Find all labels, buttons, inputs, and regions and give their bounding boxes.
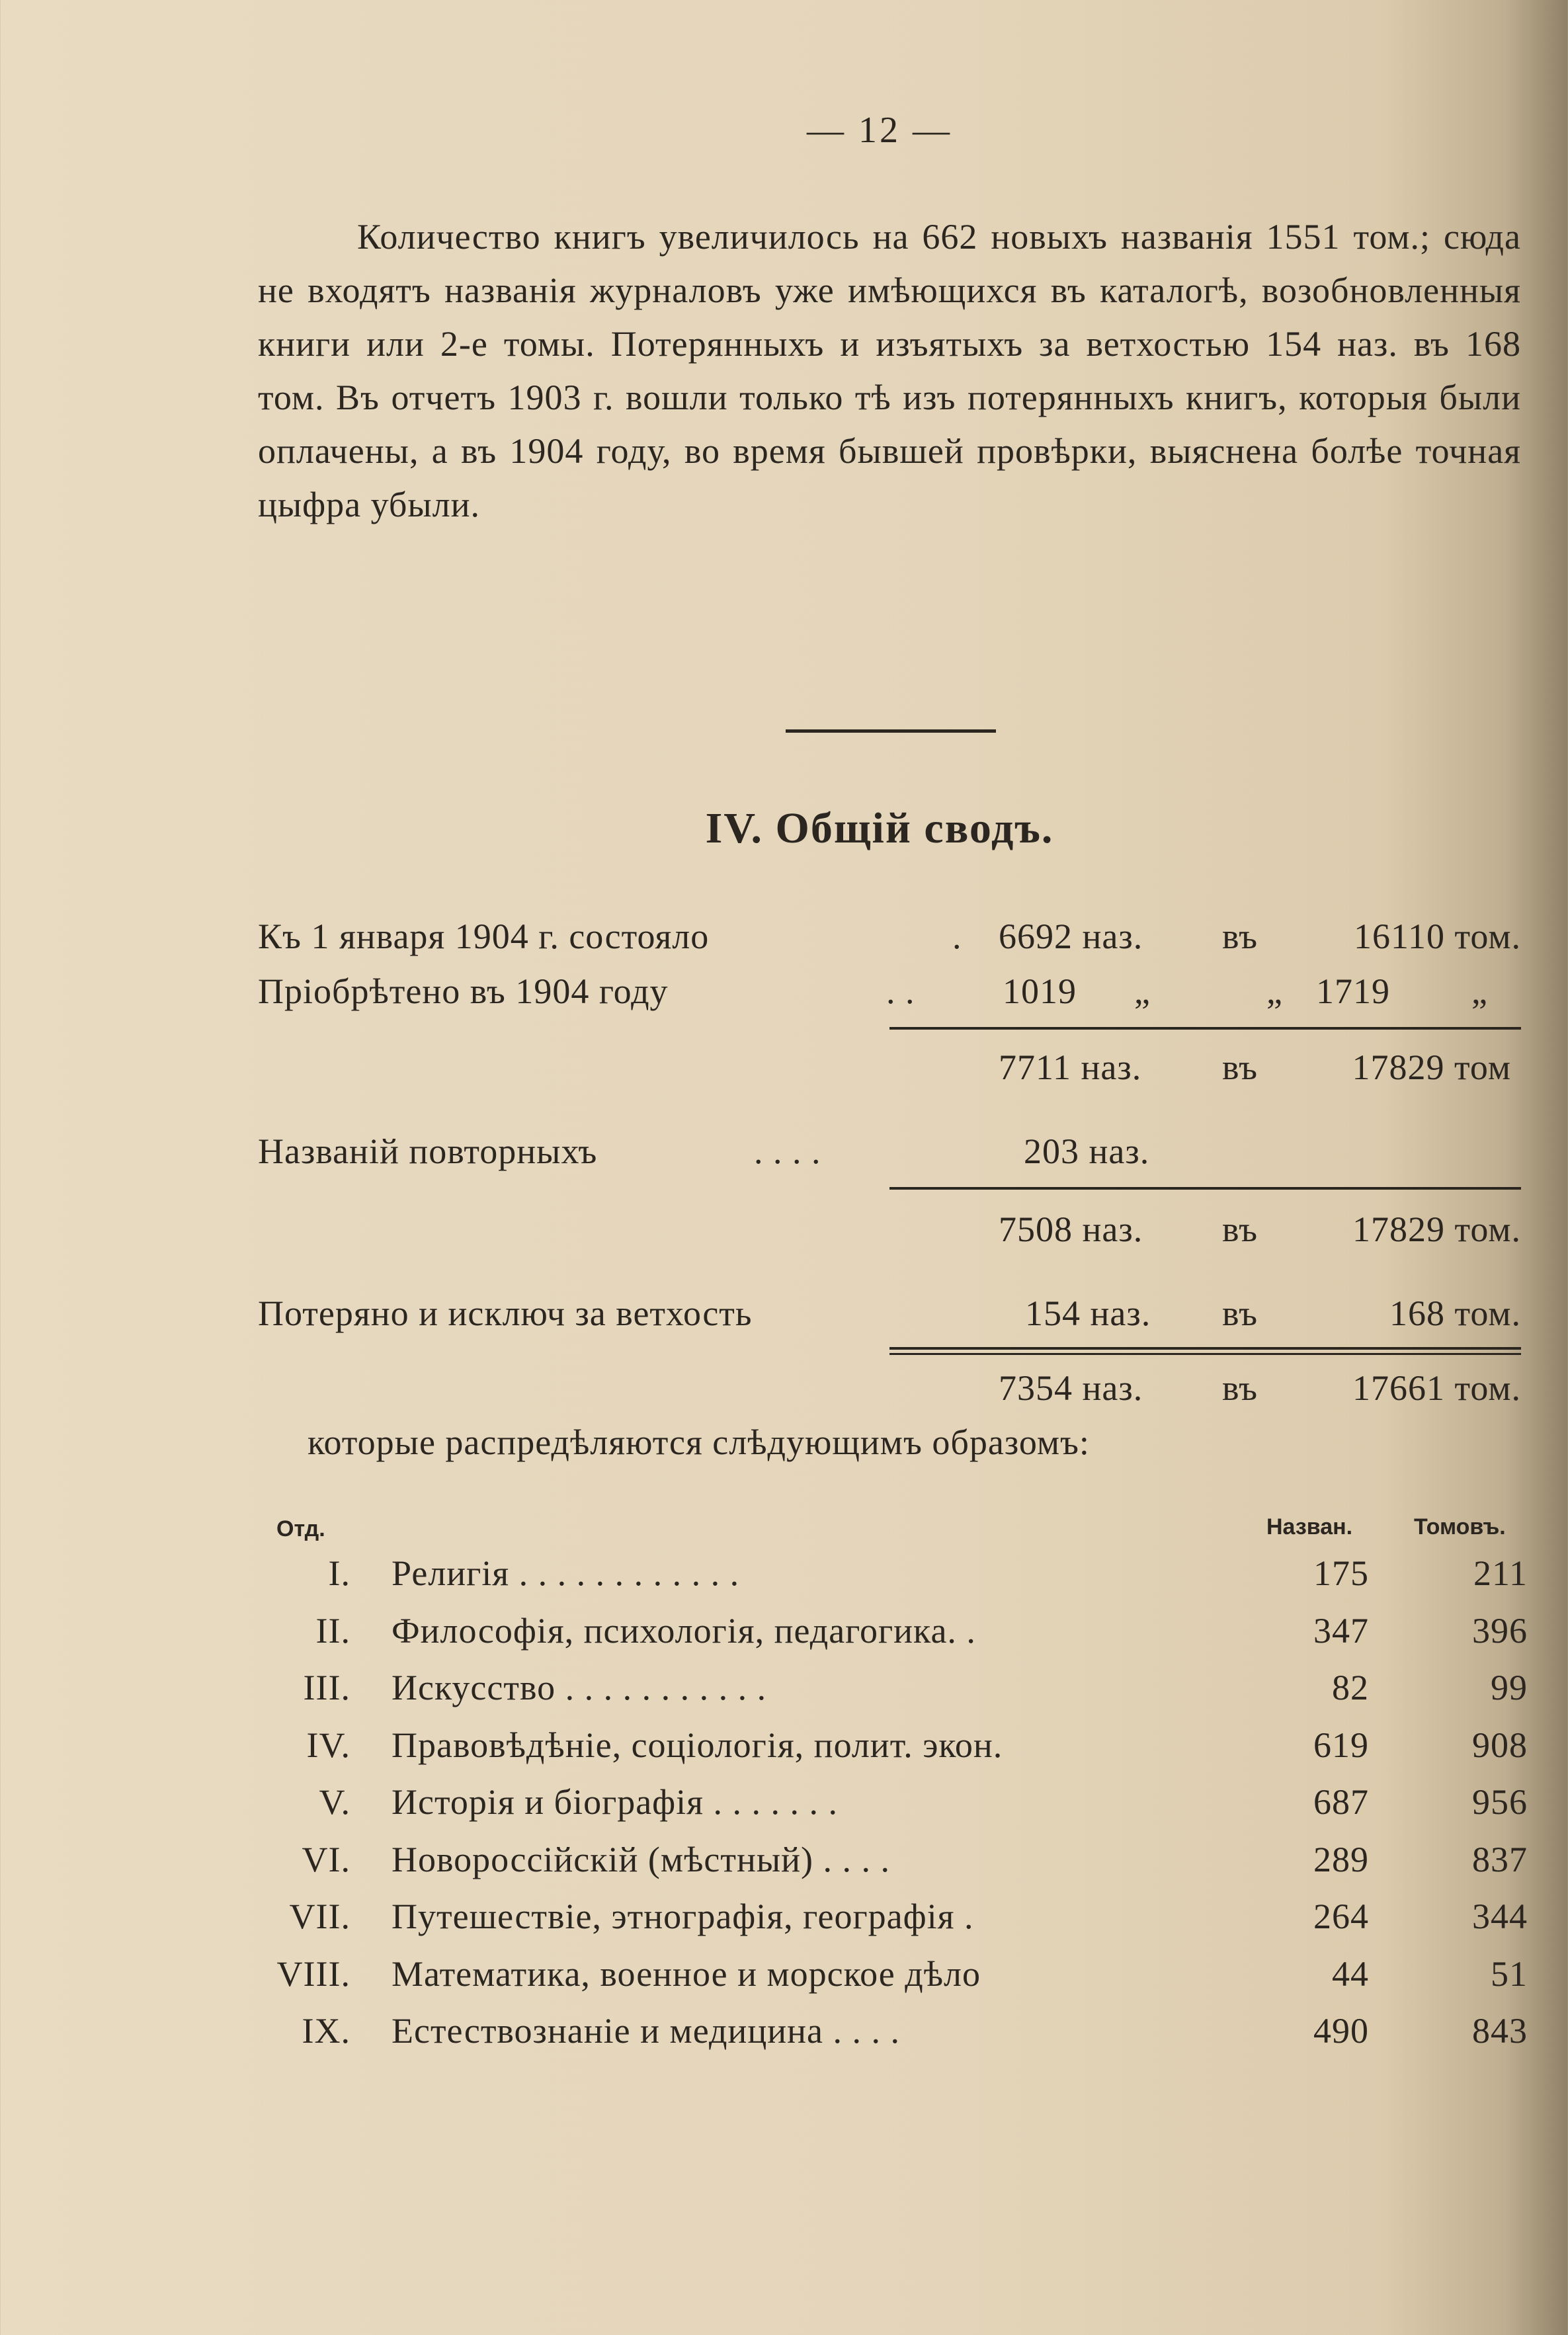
page-number: — 12 — (807, 110, 952, 151)
summary-total-3-names: 7354 наз. (999, 1368, 1143, 1408)
table-row (0, 1667, 1568, 1724)
volumes-count: 99 (1491, 1668, 1528, 1707)
summary-total-2-vols: 17829 том. (1352, 1209, 1521, 1249)
volumes-count: 843 (1472, 2011, 1528, 2051)
summary-row-1-prep: въ (1222, 917, 1259, 956)
summary-row-3-label: Названій повторныхъ (258, 1131, 598, 1171)
dept-number: II. (315, 1610, 351, 1651)
summary-row-2-names: 1019 (1003, 971, 1077, 1011)
summary-rule-2 (889, 1187, 1521, 1190)
names-count: 264 (1313, 1897, 1369, 1936)
table-row (0, 1725, 1568, 1782)
volumes-count: 837 (1472, 1839, 1528, 1879)
names-count: 44 (1332, 1953, 1369, 1994)
summary-row-1-vols: 16110 том. (1353, 917, 1521, 956)
paragraph-text: Количество книгъ увеличилось на 662 новыхъ названія 1551 том.; сюда не входятъ названія журналовъ уже имѣющихся въ каталогѣ, возобновленныя книги или 2-е томы. Потерянныхъ и изъятыхъ за ветхостью 154 наз. въ 168 том. Въ отчетъ 1903 г. вошли только тѣ изъ потерянныхъ книгъ, которыя были оплачены, а въ 1904 году, во время бывшей провѣрки, выяснена болѣе точная цыфра убыли. (258, 217, 1521, 524)
volumes-count: 211 (1473, 1553, 1528, 1593)
column-header-volumes: Томовъ. (1414, 1514, 1506, 1539)
subject: Религія . . . . . . . . . . . . (392, 1553, 740, 1593)
names-count: 347 (1313, 1610, 1369, 1651)
column-header-dept: Отд. (276, 1516, 325, 1541)
table-row (0, 1610, 1568, 1667)
summary-row-2-ditto-3: „ (1471, 971, 1488, 1011)
subject: Искусство . . . . . . . . . . . (392, 1668, 767, 1707)
summary-row-2-ditto-2: „ (1266, 971, 1283, 1011)
names-count: 619 (1313, 1725, 1369, 1765)
summary-total-3-prep: въ (1222, 1368, 1259, 1408)
summary-row-2-label: Пріобрѣтено въ 1904 году (258, 971, 669, 1011)
table-row (0, 1782, 1568, 1838)
subject: Естествознаніе и медицина . . . . (392, 2011, 900, 2051)
volumes-count: 956 (1472, 1782, 1528, 1822)
summary-total-2-names: 7508 наз. (999, 1209, 1143, 1249)
column-header-names: Назван. (1266, 1514, 1353, 1539)
summary-total-1-prep: въ (1222, 1047, 1259, 1087)
dept-number: IX. (302, 2011, 351, 2051)
table-row (0, 2010, 1568, 2067)
section-title: IV. Общій сводъ. (705, 804, 1054, 852)
summary-row-1-names: 6692 наз. (999, 917, 1143, 956)
names-count: 82 (1332, 1668, 1369, 1707)
summary-rule-1 (889, 1027, 1521, 1030)
names-count: 289 (1313, 1839, 1369, 1879)
dept-number: I. (328, 1553, 351, 1593)
volumes-count: 908 (1472, 1725, 1528, 1765)
volumes-count: 344 (1472, 1897, 1528, 1936)
subject: Исторія и біографія . . . . . . . (392, 1782, 839, 1822)
subject: Правовѣдѣніе, соціологія, полит. экон. (392, 1725, 1003, 1765)
dept-number: VI. (302, 1839, 351, 1879)
summary-row-3-names: 203 наз. (1024, 1131, 1150, 1171)
table-row (0, 1839, 1568, 1896)
summary-row-4-vols: 168 том. (1389, 1293, 1521, 1333)
table-row (0, 1553, 1568, 1610)
names-count: 175 (1313, 1553, 1369, 1593)
summary-row-4-prep: въ (1222, 1293, 1259, 1333)
summary-row-4-label: Потеряно и исключ за ветхость (258, 1293, 753, 1333)
subject: Путешествіе, этнографія, географія . (392, 1897, 974, 1936)
summary-total-3-vols: 17661 том. (1352, 1368, 1521, 1408)
dept-number: VII. (289, 1897, 351, 1936)
summary-total-1-vols: 17829 том (1352, 1047, 1511, 1087)
names-count: 490 (1313, 2011, 1369, 2051)
intro-paragraph (258, 210, 1521, 532)
summary-rule-3b (889, 1353, 1521, 1355)
table-row (0, 1953, 1568, 2010)
volumes-count: 51 (1491, 1953, 1528, 1994)
summary-total-2-prep: въ (1222, 1209, 1259, 1249)
summary-row-4-names: 154 наз. (1025, 1293, 1151, 1333)
dept-number: VIII. (276, 1953, 351, 1994)
subject: Новороссійскій (мѣстный) . . . . (392, 1839, 891, 1879)
summary-row-2-vols: 1719 (1316, 971, 1390, 1011)
summary-row-2-ditto-1: „ (1134, 971, 1151, 1011)
table-row (0, 1896, 1568, 1953)
summary-row-1-dots: . (952, 917, 962, 956)
dept-number: V. (319, 1782, 351, 1822)
section-divider (786, 729, 996, 733)
summary-row-1-label: Къ 1 января 1904 г. состояло (258, 917, 710, 956)
summary-rule-3a (889, 1347, 1521, 1350)
dept-number: III. (303, 1668, 351, 1707)
summary-total-1-names: 7711 наз. (999, 1047, 1142, 1087)
dept-number: IV. (306, 1725, 351, 1765)
names-count: 687 (1313, 1782, 1369, 1822)
summary-row-3-dots: . . . . (754, 1131, 821, 1171)
summary-row-2-dots: . . (886, 971, 915, 1011)
volumes-count: 396 (1472, 1610, 1528, 1651)
subject: Философія, психологія, педагогика. . (392, 1610, 976, 1651)
distribution-intro: которые распредѣляются слѣдующимъ образомъ: (308, 1422, 1090, 1462)
subject: Математика, военное и морское дѣло (392, 1953, 981, 1994)
